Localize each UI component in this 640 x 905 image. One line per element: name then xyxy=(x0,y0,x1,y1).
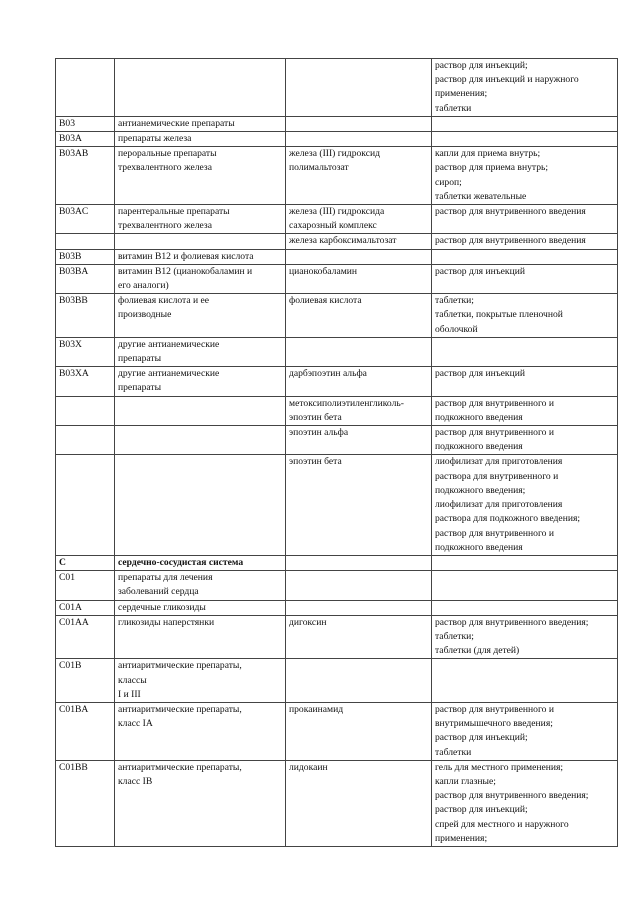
atc-code-cell xyxy=(56,571,115,600)
cell-text-line: препараты железа xyxy=(118,133,192,145)
cell-text-line: пероральные препараты xyxy=(118,148,217,160)
cell-text-line: дигоксин xyxy=(289,616,327,628)
anatomical-group-cell xyxy=(115,455,286,555)
cell-text-line: сахарозный комплекс xyxy=(289,220,377,232)
substance-cell xyxy=(286,615,432,659)
cell-text-line: эпоэтин бета xyxy=(289,411,342,423)
cell-text-line: гликозиды наперстянки xyxy=(118,616,215,628)
cell-text-line: раствор для внутривенного и xyxy=(435,703,554,715)
anatomical-group-cell xyxy=(115,147,286,205)
cell-text-line: трехвалентного железа xyxy=(118,220,212,232)
cell-text-line: оболочкой xyxy=(435,323,478,335)
cell-text-line: эпоэтин бета xyxy=(289,456,342,468)
substance-cell xyxy=(286,396,432,425)
dosage-forms-cell xyxy=(432,367,618,396)
cell-text-line: железа (III) гидроксида xyxy=(289,206,385,218)
cell-text-line: сироп; xyxy=(435,176,462,188)
dosage-forms-cell xyxy=(432,760,618,846)
cell-text-line: его аналоги) xyxy=(118,280,169,292)
substance-cell xyxy=(286,249,432,264)
cell-text-line: заболеваний сердца xyxy=(118,586,199,598)
cell-text-line: антианемические препараты xyxy=(118,117,235,129)
cell-text-line: сердечно-сосудистая система xyxy=(118,556,244,568)
dosage-forms-cell xyxy=(432,396,618,425)
cell-text-line: таблетки; xyxy=(435,630,474,642)
substance-cell xyxy=(286,59,432,117)
cell-text-line: I и III xyxy=(118,688,141,700)
cell-text-line: раствора для внутривенного и xyxy=(435,470,559,482)
table-row xyxy=(56,59,618,117)
substance-cell xyxy=(286,659,432,703)
dosage-forms-cell xyxy=(432,337,618,366)
cell-text-line: раствор для инъекций xyxy=(435,265,525,277)
dosage-forms-cell xyxy=(432,205,618,234)
table-row xyxy=(56,147,618,205)
cell-text-line: раствор для внутривенного введения; xyxy=(435,790,589,802)
cell-text-line: раствор для внутривенного и xyxy=(435,397,554,409)
atc-code-cell xyxy=(56,455,115,555)
cell-text-line: подкожного введения; xyxy=(435,484,526,496)
substance-cell xyxy=(286,132,432,147)
cell-text-line: лидокаин xyxy=(289,761,328,773)
table-row xyxy=(56,367,618,396)
dosage-forms-cell xyxy=(432,555,618,570)
cell-text-line: раствор для инъекций; xyxy=(435,60,528,71)
cell-text-line: класс IB xyxy=(118,775,153,787)
cell-text-line: применения; xyxy=(435,832,488,844)
table-row xyxy=(56,205,618,234)
cell-text-line: B03XA xyxy=(59,368,89,380)
anatomical-group-cell xyxy=(115,294,286,338)
substance-cell xyxy=(286,234,432,249)
table-row xyxy=(56,264,618,293)
anatomical-group-cell xyxy=(115,367,286,396)
cell-text-line: железа карбоксимальтозат xyxy=(289,235,397,247)
table-row xyxy=(56,571,618,600)
substance-cell xyxy=(286,455,432,555)
table-row xyxy=(56,116,618,131)
table-row xyxy=(56,294,618,338)
cell-text-line: метоксиполиэтиленгликоль- xyxy=(289,397,404,409)
document-page xyxy=(55,58,617,847)
cell-text-line: таблетки xyxy=(435,102,472,114)
cell-text-line: раствор для внутривенного введения xyxy=(435,235,586,247)
anatomical-group-cell xyxy=(115,116,286,131)
cell-text-line: раствор для инъекций xyxy=(435,368,525,380)
substance-cell xyxy=(286,264,432,293)
cell-text-line: таблетки, покрытые пленочной xyxy=(435,309,563,321)
dosage-forms-cell xyxy=(432,294,618,338)
cell-text-line: антиаритмические препараты, xyxy=(118,761,242,773)
cell-text-line: железа (III) гидроксид xyxy=(289,148,380,160)
atc-code-cell xyxy=(56,600,115,615)
atc-code-cell xyxy=(56,234,115,249)
dosage-forms-cell xyxy=(432,59,618,117)
atc-code-cell xyxy=(56,367,115,396)
atc-code-cell xyxy=(56,205,115,234)
cell-text-line: витамин B12 (цианокобаламин и xyxy=(118,265,253,277)
anatomical-group-cell xyxy=(115,659,286,703)
dosage-forms-cell xyxy=(432,264,618,293)
substance-cell xyxy=(286,426,432,455)
cell-text-line: подкожного введения xyxy=(435,541,523,553)
cell-text-line: внутримышечного введения; xyxy=(435,718,553,730)
cell-text-line: B03 xyxy=(59,117,75,129)
substance-cell xyxy=(286,702,432,760)
dosage-forms-cell xyxy=(432,455,618,555)
cell-text-line: раствор для приема внутрь; xyxy=(435,162,549,174)
table-row xyxy=(56,426,618,455)
cell-text-line: класс IA xyxy=(118,718,153,730)
anatomical-group-cell xyxy=(115,205,286,234)
dosage-forms-cell xyxy=(432,147,618,205)
table-row xyxy=(56,659,618,703)
table-row xyxy=(56,396,618,425)
cell-text-line: производные xyxy=(118,309,172,321)
cell-text-line: препараты xyxy=(118,382,162,394)
substance-cell xyxy=(286,367,432,396)
substance-cell xyxy=(286,294,432,338)
table-row xyxy=(56,132,618,147)
cell-text-line: полимальтозат xyxy=(289,162,349,174)
table-row xyxy=(56,702,618,760)
cell-text-line: применения; xyxy=(435,88,488,100)
anatomical-group-cell xyxy=(115,264,286,293)
table-row xyxy=(56,455,618,555)
cell-text-line: B03AB xyxy=(59,148,89,160)
cell-text-line: B03B xyxy=(59,250,82,262)
atc-code-cell xyxy=(56,147,115,205)
cell-text-line: подкожного введения xyxy=(435,411,523,423)
cell-text-line: B03BA xyxy=(59,265,89,277)
cell-text-line: раствор для внутривенного и xyxy=(435,427,554,439)
anatomical-group-cell xyxy=(115,59,286,117)
substance-cell xyxy=(286,600,432,615)
dosage-forms-cell xyxy=(432,426,618,455)
cell-text-line: таблетки жевательные xyxy=(435,190,527,202)
cell-text-line: раствор для внутривенного и xyxy=(435,527,554,539)
cell-text-line: трехвалентного железа xyxy=(118,162,212,174)
cell-text-line: раствор для внутривенного введения; xyxy=(435,616,589,628)
dosage-forms-cell xyxy=(432,234,618,249)
anatomical-group-cell xyxy=(115,555,286,570)
atc-code-cell xyxy=(56,264,115,293)
cell-text-line: цианокобаламин xyxy=(289,265,358,277)
atc-code-cell xyxy=(56,249,115,264)
cell-text-line: эпоэтин альфа xyxy=(289,427,349,439)
substance-cell xyxy=(286,116,432,131)
cell-text-line: B03BB xyxy=(59,295,88,307)
atc-code-cell xyxy=(56,396,115,425)
dosage-forms-cell xyxy=(432,702,618,760)
cell-text-line: таблетки; xyxy=(435,295,474,307)
cell-text-line: раствор для инъекций и наружного xyxy=(435,74,579,86)
dosage-forms-cell xyxy=(432,659,618,703)
anatomical-group-cell xyxy=(115,426,286,455)
cell-text-line: сердечные гликозиды xyxy=(118,601,206,613)
cell-text-line: другие антианемические xyxy=(118,338,220,350)
anatomical-group-cell xyxy=(115,234,286,249)
cell-text-line: раствор для инъекций; xyxy=(435,732,528,744)
cell-text-line: антиаритмические препараты, xyxy=(118,660,242,672)
cell-text-line: B03A xyxy=(59,133,82,145)
cell-text-line: спрей для местного и наружного xyxy=(435,818,569,830)
substance-cell xyxy=(286,760,432,846)
table-row xyxy=(56,249,618,264)
anatomical-group-cell xyxy=(115,132,286,147)
table-row xyxy=(56,600,618,615)
cell-text-line: B03AC xyxy=(59,206,89,218)
dosage-forms-cell xyxy=(432,116,618,131)
cell-text-line: раствора для подкожного введения; xyxy=(435,513,581,525)
atc-code-cell xyxy=(56,659,115,703)
cell-text-line: фолиевая кислота и ее xyxy=(118,295,210,307)
cell-text-line: раствор для инъекций; xyxy=(435,804,528,816)
cell-text-line: капли для приема внутрь; xyxy=(435,148,541,160)
cell-text-line: лиофилизат для приготовления xyxy=(435,499,563,511)
substance-cell xyxy=(286,205,432,234)
table-row xyxy=(56,615,618,659)
cell-text-line: таблетки (для детей) xyxy=(435,645,520,657)
anatomical-group-cell xyxy=(115,396,286,425)
cell-text-line: C01B xyxy=(59,660,82,672)
cell-text-line: C01A xyxy=(59,601,82,613)
table-body xyxy=(56,59,618,847)
table-row xyxy=(56,555,618,570)
cell-text-line: подкожного введения xyxy=(435,441,523,453)
atc-code-cell xyxy=(56,555,115,570)
anatomical-group-cell xyxy=(115,600,286,615)
anatomical-group-cell xyxy=(115,615,286,659)
cell-text-line: парентеральные препараты xyxy=(118,206,230,218)
atc-code-cell xyxy=(56,294,115,338)
anatomical-group-cell xyxy=(115,571,286,600)
cell-text-line: антиаритмические препараты, xyxy=(118,703,242,715)
cell-text-line: дарбэпоэтин альфа xyxy=(289,368,367,380)
cell-text-line: C01AA xyxy=(59,616,89,628)
drug-classification-table xyxy=(55,58,618,847)
dosage-forms-cell xyxy=(432,600,618,615)
cell-text-line: другие антианемические xyxy=(118,368,220,380)
cell-text-line: классы xyxy=(118,674,147,686)
substance-cell xyxy=(286,147,432,205)
atc-code-cell xyxy=(56,702,115,760)
dosage-forms-cell xyxy=(432,571,618,600)
atc-code-cell xyxy=(56,337,115,366)
cell-text-line: C01 xyxy=(59,572,75,584)
cell-text-line: C01BB xyxy=(59,761,88,773)
cell-text-line: прокаинамид xyxy=(289,703,344,715)
table-row xyxy=(56,234,618,249)
anatomical-group-cell xyxy=(115,249,286,264)
dosage-forms-cell xyxy=(432,132,618,147)
atc-code-cell xyxy=(56,615,115,659)
dosage-forms-cell xyxy=(432,249,618,264)
atc-code-cell xyxy=(56,116,115,131)
atc-code-cell xyxy=(56,59,115,117)
cell-text-line: фолиевая кислота xyxy=(289,295,362,307)
atc-code-cell xyxy=(56,426,115,455)
cell-text-line: B03X xyxy=(59,338,82,350)
cell-text-line: витамин B12 и фолиевая кислота xyxy=(118,250,254,262)
dosage-forms-cell xyxy=(432,615,618,659)
cell-text-line: капли глазные; xyxy=(435,775,496,787)
substance-cell xyxy=(286,337,432,366)
atc-code-cell xyxy=(56,132,115,147)
cell-text-line: препараты для лечения xyxy=(118,572,213,584)
cell-text-line: препараты xyxy=(118,353,162,365)
cell-text-line: лиофилизат для приготовления xyxy=(435,456,563,468)
table-row xyxy=(56,337,618,366)
substance-cell xyxy=(286,555,432,570)
atc-code-cell xyxy=(56,760,115,846)
cell-text-line: гель для местного применения; xyxy=(435,761,564,773)
cell-text-line: таблетки xyxy=(435,746,472,758)
table-row xyxy=(56,760,618,846)
substance-cell xyxy=(286,571,432,600)
cell-text-line: C01BA xyxy=(59,703,89,715)
anatomical-group-cell xyxy=(115,337,286,366)
anatomical-group-cell xyxy=(115,760,286,846)
cell-text-line: раствор для внутривенного введения xyxy=(435,206,586,218)
cell-text-line: C xyxy=(59,556,66,568)
anatomical-group-cell xyxy=(115,702,286,760)
